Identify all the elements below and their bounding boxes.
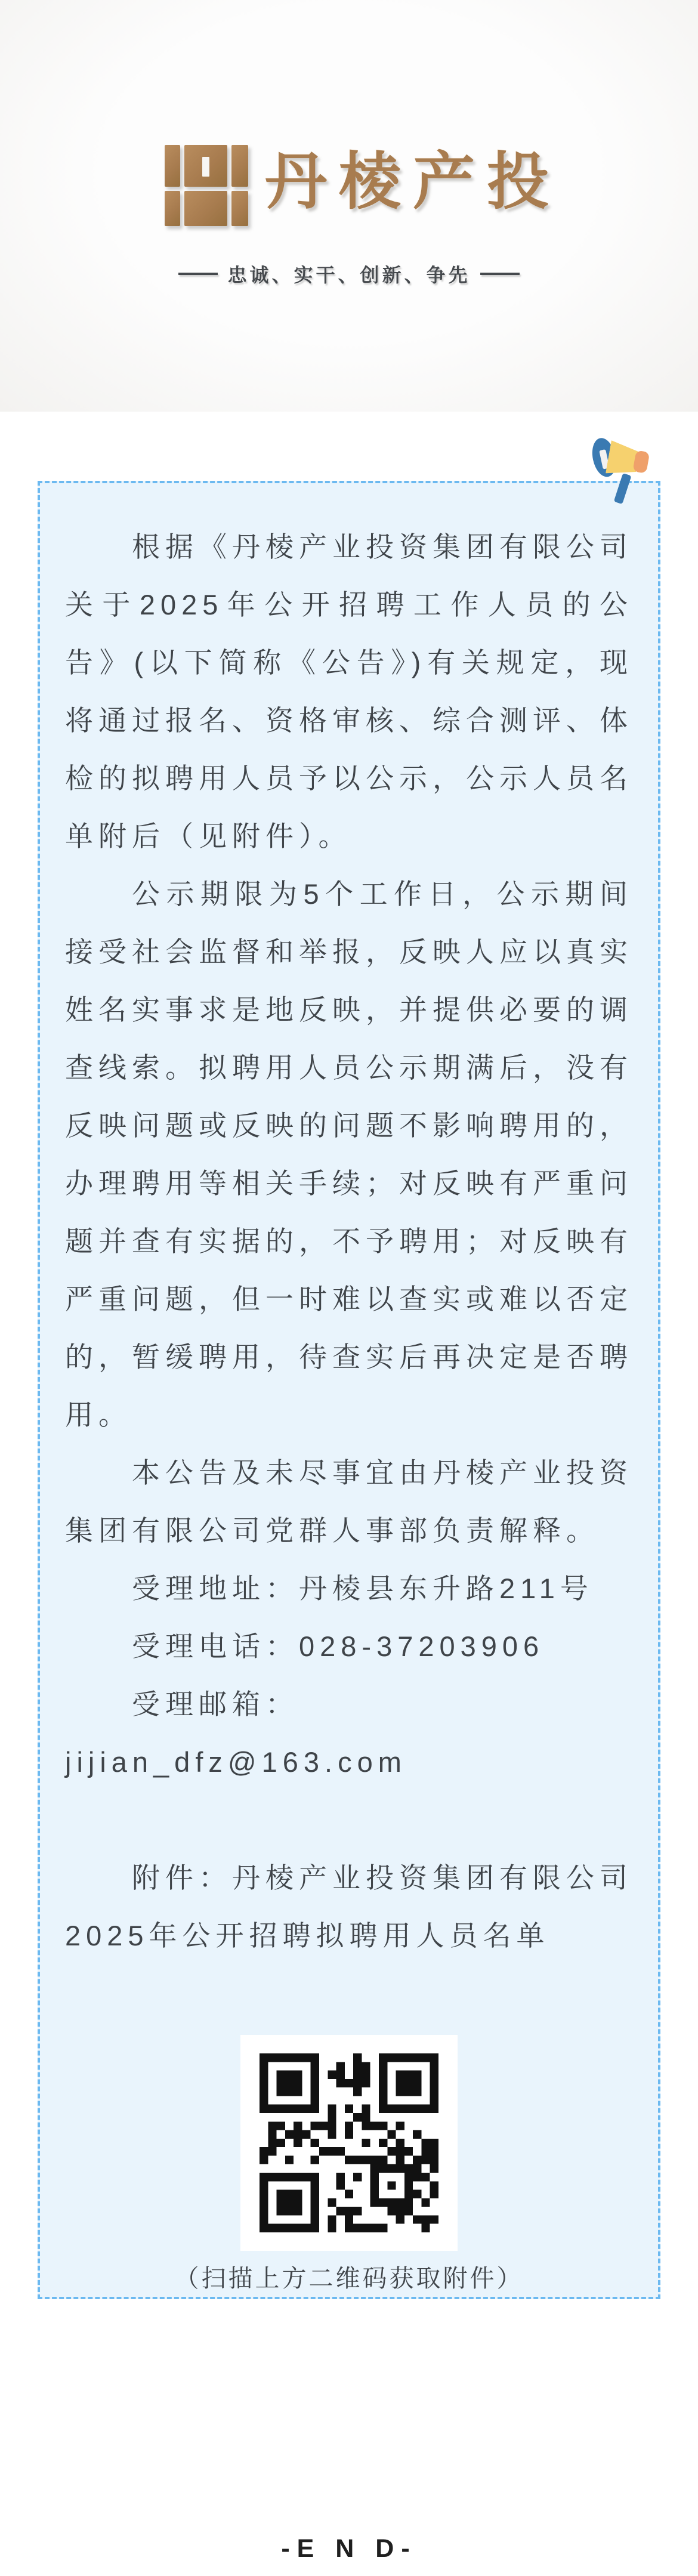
announcement-paragraph: 本公告及未尽事宜由丹棱产业投资集团有限公司党群人事部负责解释。: [65, 1457, 633, 1546]
company-name: 丹棱产投: [265, 148, 561, 217]
announcement-paragraph: 公示期限为5个工作日，公示期间接受社会监督和举报，反映人应以真实姓名实事求是地反映，并提供必要的调查线索。拟聘用人员公示期满后，没有反映问题或反映的问题不影响聘用的，办理聘用等相关手续；对反映有严重问题并查有实据的，不予聘用；对反映有严重问题，但一时难以查实或难以否定的，暂缓聘用，待查实后再决定是否聘用。: [65, 878, 633, 1431]
logo-tile: [184, 191, 227, 226]
contact-phone: 受理电话：028-37203906: [132, 1630, 545, 1662]
qr-code: [240, 2035, 458, 2251]
qr-caption: （扫描上方二维码获取附件）: [174, 2265, 524, 2292]
attachment-note: 附件：丹棱产业投资集团有限公司2025年公开招聘拟聘用人员名单: [65, 1862, 633, 1951]
contact-address: 受理地址：丹棱县东升路211号: [132, 1573, 594, 1604]
announcement-box: [38, 481, 660, 2299]
logo-tile: [231, 145, 248, 187]
tagline-right-dash: [480, 273, 520, 275]
brand-tagline: [0, 260, 698, 288]
logo-tile: [231, 191, 248, 226]
logo-tile: [165, 191, 180, 226]
tagline-left-dash: [178, 273, 218, 275]
logo-tile: [165, 145, 180, 187]
end-marker: -E N D-: [281, 2534, 417, 2563]
megaphone-icon: [588, 435, 656, 509]
tagline-text: 忠诚、实干、创新、争先: [227, 264, 471, 286]
contact-email: 受理邮箱：jijian_dfz@163.com: [65, 1688, 407, 1778]
logo-tile: [184, 145, 227, 187]
brand-header: [0, 0, 698, 412]
qr-code-image: [260, 2053, 438, 2232]
megaphone-handle: [614, 473, 632, 504]
announcement-paragraph: 根据《丹棱产业投资集团有限公司关于2025年公开招聘工作人员的公告》(以下简称《公告》)有关规定，现将通过报名、资格审核、综合测评、体检的拟聘用人员予以公示，公示人员名单附后（见附件）。: [65, 531, 633, 852]
company-logo-icon: [165, 145, 248, 226]
